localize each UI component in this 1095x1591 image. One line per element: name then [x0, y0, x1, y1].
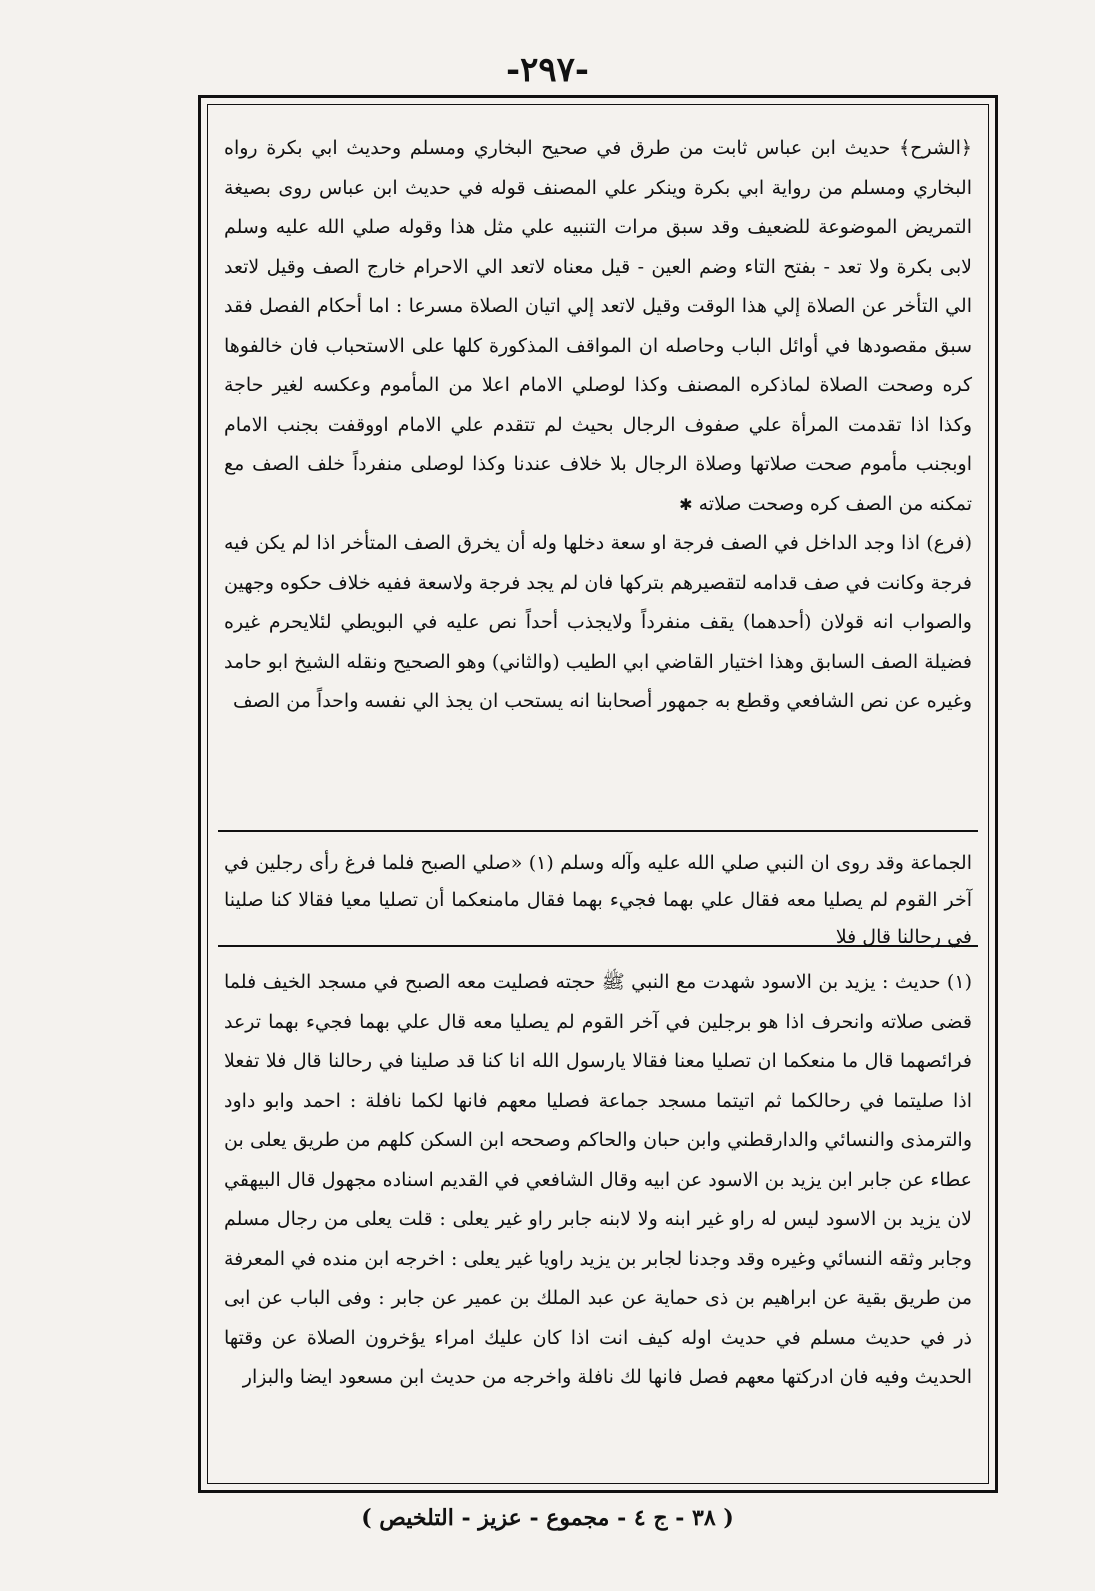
main-paragraph-2: (فرع) اذا وجد الداخل في الصف فرجة او سعة دخلها وله أن يخرق الصف المتأخر اذا لم يكن فيه فرجة وكانت في صف قدامه لتقصيرهم بتركها فان لم يجد فرجة ولاسعة ففيه خلاف حكوه وجهين والصواب انه قولان (أحدهما) يقف منفرداً ولايجذب أحداً نص عليه في البويطي لئلايحرم غيره فضيلة الصف السابق وهذا اختيار القاضي ابي الطيب (والثاني) وهو الصحيح ونقله الشيخ ابو حامد وغيره عن نص الشافعي وقطع به جمهور أصحابنا انه يستحب ان يجذ الي نفسه واحداً من الصف	[224, 532, 972, 712]
separator-bottom	[218, 945, 978, 947]
inner-frame	[207, 104, 989, 1484]
note-text	[224, 845, 972, 956]
note-paragraph: الجماعة وقد روى ان النبي صلي الله عليه وآله وسلم (١) «صلي الصبح فلما فرغ رأى رجلين في آخر القوم لم يصليا معه فقال علي بهما فجيء بهما فقال مامنعكما أن تصليا معيا فقالا كنا صلينا في رحالنا قال فلا	[224, 852, 972, 948]
main-paragraph-1: ﴿الشرح﴾ حديث ابن عباس ثابت من طرق في صحيح البخاري ومسلم وحديث ابي بكرة رواه البخاري ومسلم من رواية ابي بكرة وينكر علي المصنف قوله في حديث ابن عباس روى بصيغة التمريض الموضوعة للضعيف وقد سبق مرات التنبيه علي مثل هذا وقوله صلي الله عليه وسلم لابى بكرة ولا تعد - بفتح التاء وضم العين - قيل معناه لاتعد الي الاحرام خارج الصف وقيل لاتعد الي التأخر عن الصلاة إلي هذا الوقت وقيل لاتعد إلي اتيان الصلاة مسرعا : اما أحكام الفصل فقد سبق مقصودها في أوائل الباب وحاصله ان المواقف المذكورة كلها على الاستحباب فان خالفوها كره وصحت الصلاة لماذكره المصنف وكذا لوصلي الامام اعلا من المأموم وعكسه لغير حاجة وكذا اذا تقدمت المرأة علي صفوف الرجال بحيث لم تتقدم علي الامام اووقفت بجنب الامام اوبجنب مأموم صحت صلاتها وصلاة الرجال بلا خلاف عندنا وكذا لوصلى منفرداً خلف الصف مع تمكنه من الصف كره وصحت صلاته ✱	[224, 137, 972, 515]
footnote-paragraph: (١) حديث : يزيد بن الاسود شهدت مع النبي ﷺ حجته فصليت معه الصبح في مسجد الخيف فلما قضى صلاته وانحرف اذا هو برجلين في آخر القوم لم يصليا معه قال علي بهما فجيء بهما ترعد فرائصهما قال ما منعكما ان تصليا معنا فقالا يارسول الله انا كنا قد صلينا في رحالنا قال فلا تفعلا اذا صليتما في رحالكما ثم اتيتما مسجد جماعة فصليا معهم فانها لكما نافلة : احمد وابو داود والترمذى والنسائي والدارقطني وابن حبان والحاكم وصححه ابن السكن كلهم من طريق يعلى بن عطاء عن جابر ابن يزيد بن الاسود عن ابيه وقال الشافعي في القديم اسناده مجهول قال البيهقي لان يزيد بن الاسود ليس له راو غير ابنه ولا لابنه جابر راو غير يعلى : قلت يعلى من رجال مسلم وجابر وثقه النسائي وغيره وقد وجدنا لجابر بن يزيد راويا غير يعلى : اخرجه ابن منده في المعرفة من طريق بقية عن ابراهيم بن ذى حماية عن عبد الملك بن عمير عن جابر : وفى الباب عن ابى ذر في حديث مسلم في حديث اوله كيف انت اذا كان عليك امراء يؤخرون الصلاة عن وقتها الحديث وفيه فان ادركتها معهم فصل فانها لك نافلة واخرجه من حديث ابن مسعود ايضا والبزار	[224, 971, 972, 1388]
page-frame	[198, 95, 998, 1493]
page-number: -٢٩٧-	[505, 50, 590, 90]
main-text	[224, 129, 972, 722]
page-footer-label: ( ٣٨ - ج ٤ - مجموع - عزيز - التلخيص )	[361, 1505, 734, 1531]
separator-top	[218, 830, 978, 832]
footnote-text	[224, 963, 972, 1398]
end-star-icon: ✱	[679, 494, 693, 514]
